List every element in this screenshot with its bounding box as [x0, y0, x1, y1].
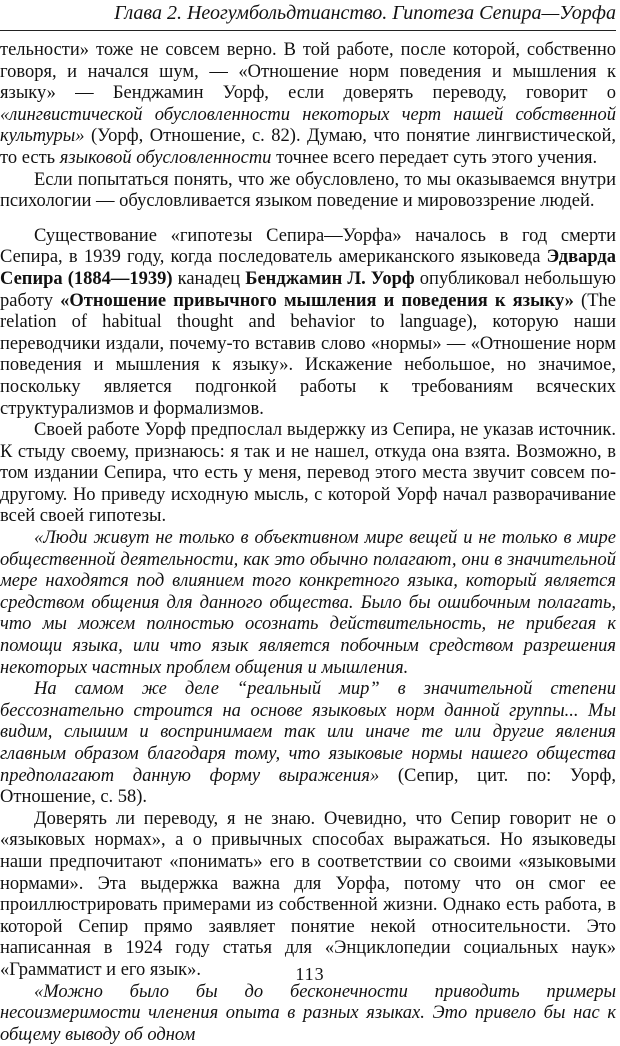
paragraph — [0, 809, 616, 982]
paragraph — [0, 170, 616, 213]
text-span: Существование «гипотезы Сепира—Уорфа» началось в год смерти Сепира, в 1939 году, когда последователь американского языковеда — [0, 225, 616, 268]
text-span: опубликовал небольшую работу — [0, 268, 617, 311]
text-span: канадец — [172, 268, 246, 289]
bold-span: Эдварда Сепира (1884—1939) — [0, 247, 616, 289]
paragraph — [0, 420, 616, 528]
text-span: (Сепир, цит. по: Уорф, Отношение, с. 58). — [0, 765, 617, 808]
text-span: точнее всего передает суть этого учения. — [271, 147, 598, 168]
bold-span: «Отношение привычного мышления и поведения к языку» — [60, 290, 574, 311]
italic-span: «лингвистической обусловленности некоторых черт нашей собственной культуры» — [0, 104, 616, 147]
text-span: Своей работе Уорф предпослал выдержку из Сепира, не указав источник. К стыду своему, признаюсь: я так и не нашел, откуда она взята. Возможно, в том издании Сепира, что есть у меня, перевод этого места звучит совсем по-другому. Но приведу исходную мысль, с которой Уорф начал разворачивание всей своей гипотезы. — [0, 420, 616, 527]
quote-paragraph — [0, 982, 616, 1046]
running-header: Глава 2. Неогумбольдтианство. Гипотеза Сепира—Уорфа — [0, 0, 616, 31]
paragraph — [0, 40, 616, 170]
quote-paragraph — [0, 528, 616, 679]
text-span: «Люди живут не только в объективном мире вещей и не только в мире общественной деятельности, как это обычно полагают, они в значительной мере находятся под влиянием того конкретного языка, который является средством общения для данного общества. Было бы ошибочным полагать, что мы можем полностью осознать действительность, не прибегая к помощи языка, или что язык является побочным средством разрешения некоторых частных проблем общения и мышления. — [0, 528, 616, 678]
text-span: Доверять ли переводу, я не знаю. Очевидно, что Сепир говорит не о «языковых нормах», а о привычных способах выражаться. Но языковеды наши предпочитают «понимать» его в соответствии со своими «языковыми нормами». Эта выдержка важна для Уорфа, потому что он смог ее проиллюстрировать примерами из собственной жизни. Однако есть работа, в которой Сепир прямо заявляет понятие некой относительности. Это написанная в 1924 году статья для «Энциклопедии социальных наук» «Грамматист и его язык». — [0, 808, 616, 980]
quote-paragraph — [0, 679, 616, 809]
italic-span: На самом же деле “реальный мир” в значительной степени бессознательно строится на основе языковых норм данной группы... Мы видим, слышим и воспринимаем так или иначе те или другие явления главным образом благодаря тому, что языковые нормы нашего общества предполагают данную форму выражения» — [0, 679, 616, 786]
main-text — [0, 40, 616, 1046]
page-number: 113 — [295, 964, 325, 984]
italic-span: языковой обусловленности — [59, 147, 272, 168]
bold-span: Бенджамин Л. Уорф — [245, 268, 415, 289]
paragraph — [0, 226, 616, 420]
text-span: (Уорф, Отношение, с. 82). Думаю, что понятие лингвистической, то есть — [0, 126, 616, 168]
text-span: тельности» тоже не совсем верно. В той работе, после которой, собственно говоря, и начался шум, — «Отношение норм поведения и мышления к языку» — Бенджамин Уорф, если доверять переводу, говорит о — [0, 40, 616, 104]
text-span: Если попытаться понять, что же обусловлено, то мы оказываемся внутри психологии — обусловливается языком поведение и мировоззрение людей. — [0, 169, 616, 212]
text-span: «Можно было бы до бесконечности приводить примеры несоизмеримости членения опыта в разных языках. Это привело бы нас к общему выводу об одном — [0, 981, 616, 1045]
text-span: (The relation of habitual thought and behavior to language), которую наши переводчики издали, почему-то вставив слово «нормы» — «Отношение норм поведения и мышления к языку». Искажение небольшое, но значимое, поскольку является подгонкой работы к требованиям всяческих структурализмов и формализмов. — [0, 290, 616, 419]
